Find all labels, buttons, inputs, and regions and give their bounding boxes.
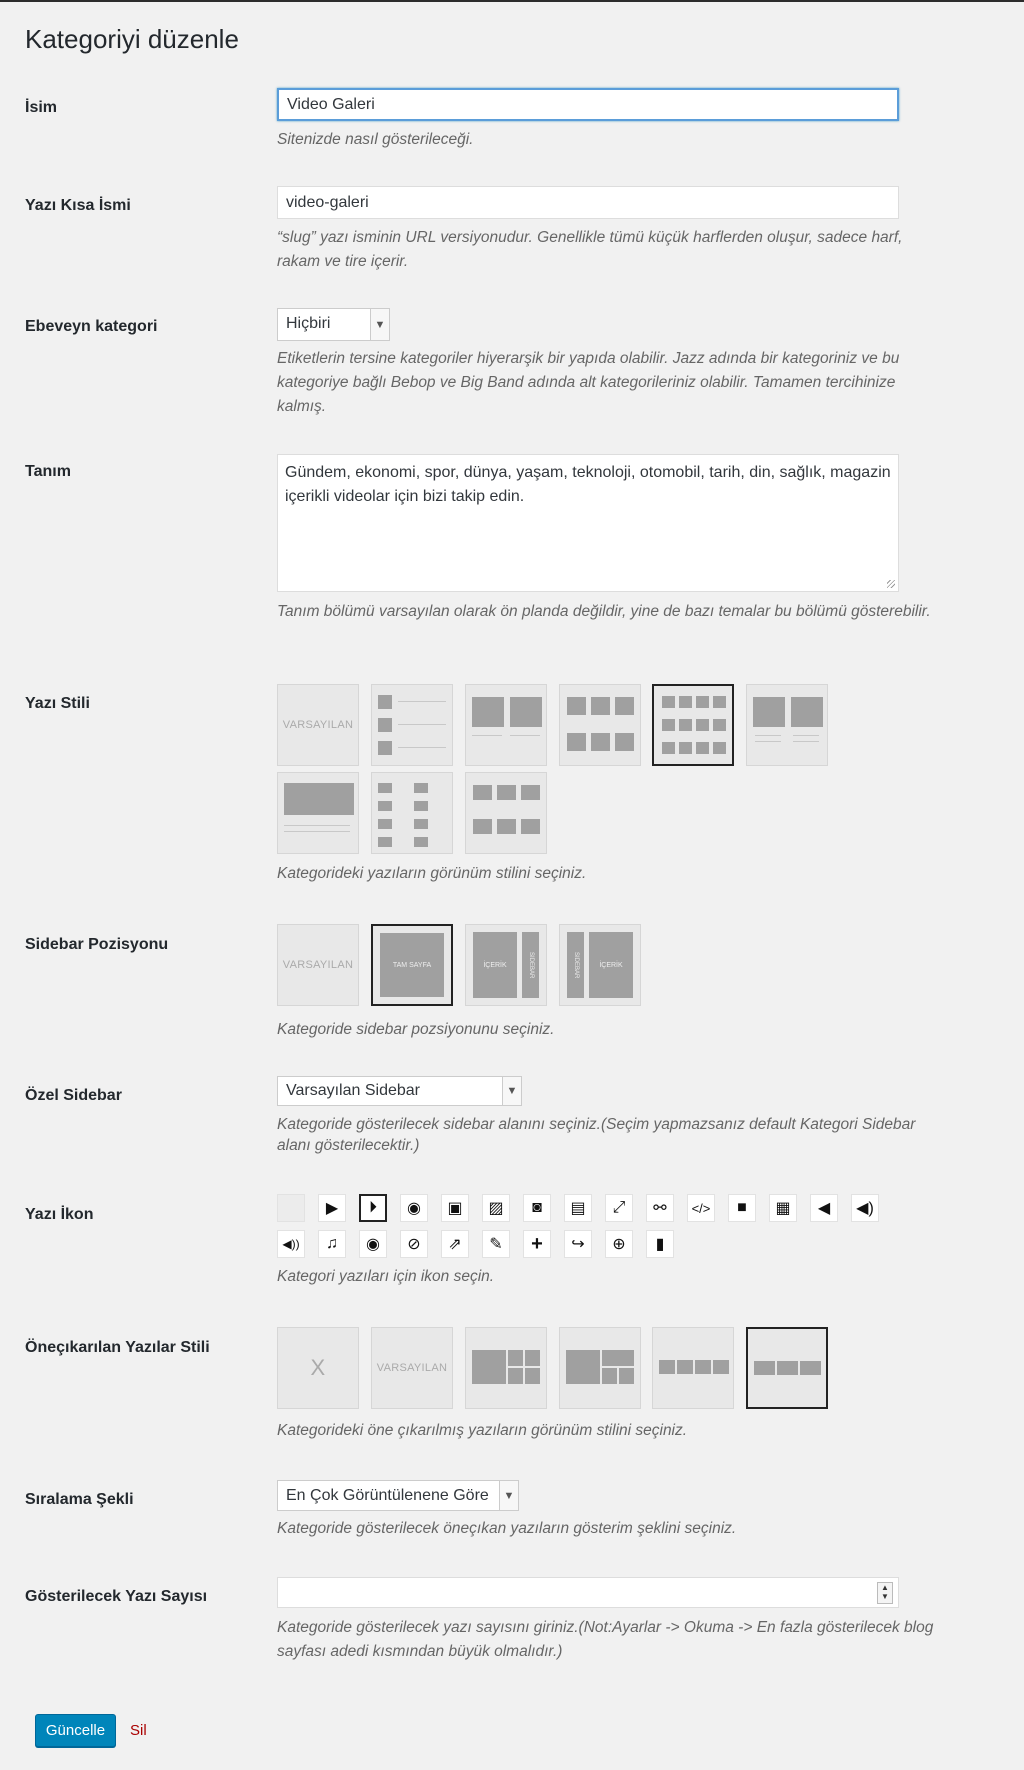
sidebar-position-label: Sidebar Pozisyonu <box>25 936 169 953</box>
featured-style-label: Öneçıkarılan Yazılar Stili <box>25 1339 210 1356</box>
post-style-label: Yazı Stili <box>25 695 90 712</box>
post-style-grid-4[interactable] <box>652 684 734 766</box>
description-textarea[interactable] <box>277 454 899 592</box>
description-text: Gündem, ekonomi, spor, dünya, yaşam, teknoloji, otomobil, tarih, din, sağlık, magazin içerikli videolar için bizi takip edin. <box>285 464 891 505</box>
volume-down-icon[interactable]: ◀) <box>851 1194 879 1222</box>
plus-icon[interactable]: + <box>523 1230 551 1258</box>
page-title: Kategoriyi düzenle <box>25 24 239 54</box>
description-help: Tanım bölümü varsayılan olarak ön planda değildir, yine de bazı temalar bu bölümü gösterebilir. <box>277 603 931 620</box>
video-camera-icon[interactable]: ■ <box>728 1194 756 1222</box>
post-style-grid-3-small[interactable] <box>465 772 547 854</box>
music-icon[interactable]: ♫ <box>318 1230 346 1258</box>
delete-link[interactable]: Sil <box>130 1722 147 1739</box>
sidebar-position-left[interactable]: SIDEBAR İÇERİK <box>559 924 641 1006</box>
featured-style-row-4[interactable] <box>652 1327 734 1409</box>
eye-slash-icon[interactable]: ⊘ <box>400 1230 428 1258</box>
post-icon-label: Yazı İkon <box>25 1206 94 1223</box>
custom-sidebar-description: Kategoride gösterilecek sidebar alanını seçiniz.(Seçim yapmazsanız default Kategori Sidebar alanı gösterilecektir.) <box>277 1116 916 1154</box>
sidebar-position-description: Kategoride sidebar pozsiyonunu seçiniz. <box>277 1021 555 1038</box>
post-icon-description: Kategori yazıları için ikon seçin. <box>277 1268 495 1285</box>
post-style-list[interactable] <box>371 684 453 766</box>
name-label: İsim <box>25 99 58 116</box>
sort-label: Sıralama Şekli <box>25 1491 134 1508</box>
camera-alt-icon[interactable]: ▤ <box>564 1194 592 1222</box>
sidebar-position-default[interactable]: VARSAYILAN <box>277 924 359 1006</box>
post-style-grid-2[interactable] <box>465 684 547 766</box>
featured-style-mosaic-2[interactable] <box>559 1327 641 1409</box>
parent-description: Etiketlerin tersine kategoriler hiyerarşik bir yapıda olabilir. Jazz adında bir kategoriniz ve bu kategoriye bağlı Bebop ve Big Band adında alt kategorileriniz olabilir. Tamamen tercihinize kalmış. <box>277 350 900 415</box>
description-label: Tanım <box>25 463 71 480</box>
update-button[interactable]: Güncelle <box>35 1714 116 1747</box>
sort-select[interactable] <box>277 1480 519 1511</box>
post-style-options <box>277 684 877 854</box>
post-style-grid-3[interactable] <box>559 684 641 766</box>
sort-value: En Çok Görüntülenene Göre <box>286 1487 489 1504</box>
post-icon-options <box>277 1194 897 1258</box>
film-icon[interactable]: ▦ <box>769 1194 797 1222</box>
slug-input[interactable] <box>277 186 899 219</box>
play-circle-icon[interactable]: ⏵ <box>359 1194 387 1222</box>
share-icon[interactable]: ↪ <box>564 1230 592 1258</box>
slug-label: Yazı Kısa İsmi <box>25 197 131 214</box>
featured-style-mosaic-1[interactable] <box>465 1327 547 1409</box>
link-icon[interactable]: ⚯ <box>646 1194 674 1222</box>
volume-up-icon[interactable]: ◀)) <box>277 1230 305 1258</box>
custom-sidebar-value: Varsayılan Sidebar <box>286 1082 420 1099</box>
name-description: Sitenizde nasıl gösterileceği. <box>277 131 474 148</box>
eye-icon[interactable]: ◉ <box>359 1230 387 1258</box>
post-style-default[interactable]: VARSAYILAN <box>277 684 359 766</box>
post-style-description: Kategorideki yazıların görünüm stilini seçiniz. <box>277 865 587 882</box>
sidebar-position-right[interactable]: İÇERİK SIDEBAR <box>465 924 547 1006</box>
featured-style-default[interactable]: VARSAYILAN <box>371 1327 453 1409</box>
post-count-description: Kategoride gösterilecek yazı sayısını giriniz.(Not:Ayarlar -> Okuma -> En fazla gösterilecek blog sayfası adedi kısmından büyük olmalıdır.) <box>277 1619 934 1660</box>
chevron-down-icon: ▼ <box>502 1077 521 1105</box>
slug-description: “slug” yazı isminin URL versiyonudur. Genellikle tümü küçük harflerden oluşur, sadece harf, rakam ve tire içerir. <box>277 229 903 270</box>
custom-sidebar-label: Özel Sidebar <box>25 1087 122 1104</box>
play-icon[interactable]: ▶ <box>318 1194 346 1222</box>
play-outline-icon[interactable]: ◉ <box>400 1194 428 1222</box>
featured-style-none[interactable]: X <box>277 1327 359 1409</box>
post-style-grid-2-text[interactable] <box>746 684 828 766</box>
image-icon[interactable]: ▨ <box>482 1194 510 1222</box>
volume-off-icon[interactable]: ◀ <box>810 1194 838 1222</box>
youtube-icon[interactable]: ▣ <box>441 1194 469 1222</box>
featured-style-description: Kategorideki öne çıkarılmış yazıların görünüm stilini seçiniz. <box>277 1422 688 1439</box>
camera-icon[interactable]: ◙ <box>523 1194 551 1222</box>
custom-sidebar-select[interactable] <box>277 1076 522 1106</box>
resize-handle-icon[interactable] <box>887 580 895 588</box>
zoom-in-icon[interactable]: ⊕ <box>605 1230 633 1258</box>
parent-select[interactable] <box>277 308 390 341</box>
post-style-large[interactable] <box>277 772 359 854</box>
post-count-label: Gösterilecek Yazı Sayısı <box>25 1588 208 1605</box>
chevron-down-icon: ▼ <box>370 309 389 340</box>
sort-description: Kategoride gösterilecek öneçıkan yazıların gösterim şeklini seçiniz. <box>277 1520 737 1537</box>
parent-label: Ebeveyn kategori <box>25 318 158 335</box>
chevron-down-icon: ▼ <box>499 1481 518 1510</box>
code-icon[interactable]: </> <box>687 1194 715 1222</box>
post-count-input[interactable] <box>277 1577 899 1608</box>
featured-style-options <box>277 1327 877 1409</box>
file-icon[interactable]: ▮ <box>646 1230 674 1258</box>
featured-style-row-3[interactable] <box>746 1327 828 1409</box>
edit-icon[interactable]: ✎ <box>482 1230 510 1258</box>
post-style-small-list[interactable] <box>371 772 453 854</box>
sidebar-position-options <box>277 924 677 1006</box>
external-link-icon[interactable]: ⇗ <box>441 1230 469 1258</box>
number-stepper-icon[interactable]: ▲ ▼ <box>877 1582 893 1604</box>
parent-select-value: Hiçbiri <box>286 315 331 332</box>
expand-icon[interactable]: ⤢ <box>605 1194 633 1222</box>
sidebar-position-full[interactable]: TAM SAYFA <box>371 924 453 1006</box>
no-icon-option[interactable] <box>277 1194 305 1222</box>
name-input[interactable] <box>277 88 899 121</box>
